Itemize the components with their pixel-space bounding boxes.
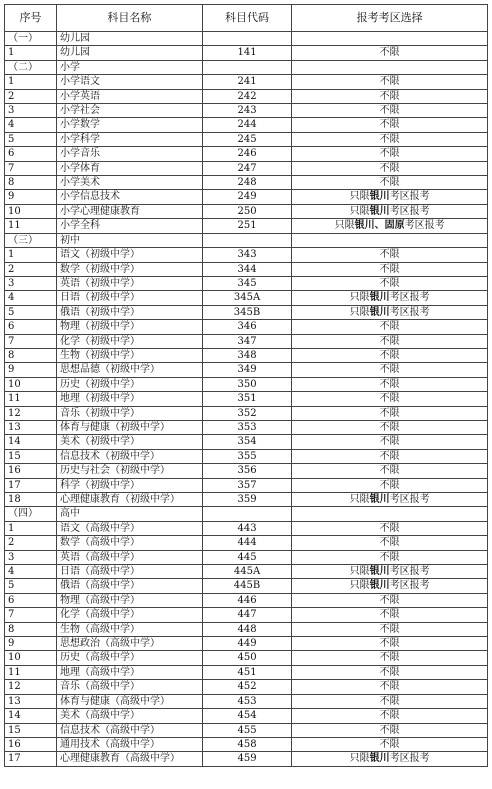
option-cell: 不限: [292, 737, 488, 751]
code-cell: 445: [202, 550, 292, 564]
header-option: 报考考区选择: [292, 5, 488, 32]
subject-name-cell: 小学体育: [57, 161, 203, 175]
option-cell: 不限: [292, 550, 488, 564]
subject-name-cell: 小学美术: [57, 176, 203, 190]
seq-cell: 1: [5, 75, 57, 89]
option-cell: 不限: [292, 262, 488, 276]
table-row: [5, 132, 488, 146]
code-cell: 353: [202, 420, 292, 434]
seq-cell: 4: [5, 565, 57, 579]
table-row: [5, 579, 488, 593]
seq-cell: 8: [5, 176, 57, 190]
option-cell: 不限: [292, 608, 488, 622]
table-row: [5, 75, 488, 89]
table-row: [5, 348, 488, 362]
code-cell: 141: [202, 46, 292, 60]
option-cell: 不限: [292, 420, 488, 434]
option-cell: [292, 60, 488, 74]
subject-name-cell: 地理（初级中学）: [57, 392, 203, 406]
seq-cell: 4: [5, 118, 57, 132]
subject-name-cell: 幼儿园: [57, 46, 203, 60]
subject-name-cell: 小学数学: [57, 118, 203, 132]
section-row: [5, 32, 488, 46]
table-row: [5, 305, 488, 319]
option-cell: [292, 752, 488, 766]
seq-cell: 2: [5, 536, 57, 550]
table-row: [5, 161, 488, 175]
subject-name-cell: 小学音乐: [57, 147, 203, 161]
table-row: [5, 651, 488, 665]
seq-cell: （一）: [5, 32, 57, 46]
code-cell: [202, 32, 292, 46]
seq-cell: 9: [5, 637, 57, 651]
section-row: [5, 233, 488, 247]
code-cell: 351: [202, 392, 292, 406]
option-cell: 不限: [292, 478, 488, 492]
subject-name-cell: 小学信息技术: [57, 190, 203, 204]
code-cell: 241: [202, 75, 292, 89]
subject-name-cell: 音乐（高级中学）: [57, 680, 203, 694]
code-cell: [202, 233, 292, 247]
table-row: [5, 406, 488, 420]
option-cell: 不限: [292, 709, 488, 723]
subject-name-cell: 小学全科: [57, 219, 203, 233]
option-cell: 不限: [292, 593, 488, 607]
seq-cell: 5: [5, 305, 57, 319]
option-cell: 不限: [292, 248, 488, 262]
seq-cell: 6: [5, 320, 57, 334]
option-text: 只限: [349, 306, 370, 318]
subject-table: [4, 4, 488, 767]
seq-cell: 12: [5, 680, 57, 694]
code-cell: 444: [202, 536, 292, 550]
region-name: 银川: [369, 566, 390, 578]
table-row: [5, 147, 488, 161]
subject-name-cell: 信息技术（初级中学）: [57, 449, 203, 463]
subject-name-cell: 小学科学: [57, 132, 203, 146]
code-cell: 445A: [202, 565, 292, 579]
seq-cell: 8: [5, 622, 57, 636]
subject-name-cell: 小学: [57, 60, 203, 74]
option-cell: [292, 233, 488, 247]
seq-cell: （二）: [5, 60, 57, 74]
code-cell: 452: [202, 680, 292, 694]
table-row: [5, 709, 488, 723]
option-cell: 不限: [292, 651, 488, 665]
table-row: [5, 637, 488, 651]
code-cell: 248: [202, 176, 292, 190]
option-cell: 不限: [292, 622, 488, 636]
seq-cell: 9: [5, 363, 57, 377]
table-row: [5, 291, 488, 305]
option-text: 考区报考: [389, 580, 430, 592]
code-cell: 345B: [202, 305, 292, 319]
code-cell: 348: [202, 348, 292, 362]
table-row: [5, 680, 488, 694]
seq-cell: 11: [5, 219, 57, 233]
header-code: 科目代码: [202, 5, 292, 32]
option-cell: 不限: [292, 694, 488, 708]
option-cell: 不限: [292, 406, 488, 420]
region-name: 银川: [369, 191, 390, 203]
table-row: [5, 665, 488, 679]
option-cell: 不限: [292, 276, 488, 290]
code-cell: 347: [202, 334, 292, 348]
region-name: 银川、固原: [354, 220, 405, 232]
option-cell: 不限: [292, 723, 488, 737]
option-cell: 不限: [292, 118, 488, 132]
option-text: 只限: [349, 753, 370, 765]
table-row: [5, 363, 488, 377]
table-row: [5, 262, 488, 276]
subject-name-cell: 体育与健康（高级中学）: [57, 694, 203, 708]
subject-name-cell: 科学（初级中学）: [57, 478, 203, 492]
seq-cell: （四）: [5, 507, 57, 521]
subject-name-cell: 俄语（初级中学）: [57, 305, 203, 319]
seq-cell: 1: [5, 521, 57, 535]
option-text: 考区报考: [389, 292, 430, 304]
table-row: [5, 608, 488, 622]
subject-name-cell: 化学（高级中学）: [57, 608, 203, 622]
table-row: [5, 464, 488, 478]
seq-cell: 3: [5, 276, 57, 290]
code-cell: 350: [202, 377, 292, 391]
table-row: [5, 752, 488, 766]
seq-cell: 1: [5, 248, 57, 262]
subject-name-cell: 化学（初级中学）: [57, 334, 203, 348]
code-cell: 450: [202, 651, 292, 665]
seq-cell: 4: [5, 291, 57, 305]
table-row: [5, 46, 488, 60]
seq-cell: 16: [5, 464, 57, 478]
code-cell: 346: [202, 320, 292, 334]
code-cell: 247: [202, 161, 292, 175]
code-cell: 244: [202, 118, 292, 132]
region-name: 银川: [369, 580, 390, 592]
option-cell: 不限: [292, 147, 488, 161]
seq-cell: 3: [5, 550, 57, 564]
code-cell: 455: [202, 723, 292, 737]
subject-name-cell: 历史（高级中学）: [57, 651, 203, 665]
subject-name-cell: 历史与社会（初级中学）: [57, 464, 203, 478]
option-cell: 不限: [292, 536, 488, 550]
option-cell: [292, 32, 488, 46]
subject-name-cell: 通用技术（高级中学）: [57, 737, 203, 751]
option-text: 考区报考: [389, 494, 430, 505]
seq-cell: （三）: [5, 233, 57, 247]
option-cell: 不限: [292, 46, 488, 60]
option-cell: 不限: [292, 637, 488, 651]
option-cell: [292, 190, 488, 204]
code-cell: 359: [202, 493, 292, 507]
seq-cell: 3: [5, 104, 57, 118]
table-row: [5, 176, 488, 190]
option-text: 考区报考: [389, 566, 430, 578]
seq-cell: 14: [5, 435, 57, 449]
code-cell: 451: [202, 665, 292, 679]
code-cell: [202, 507, 292, 521]
table-header-row: [5, 5, 488, 32]
option-cell: [292, 565, 488, 579]
table-row: [5, 737, 488, 751]
option-cell: 不限: [292, 320, 488, 334]
option-text: 只限: [349, 205, 370, 217]
option-cell: [292, 493, 488, 507]
subject-name-cell: 初中: [57, 233, 203, 247]
seq-cell: 12: [5, 406, 57, 420]
code-cell: 354: [202, 435, 292, 449]
region-name: 银川: [369, 306, 390, 318]
subject-name-cell: 高中: [57, 507, 203, 521]
table-row: [5, 723, 488, 737]
option-cell: 不限: [292, 348, 488, 362]
code-cell: 356: [202, 464, 292, 478]
subject-name-cell: 信息技术（高级中学）: [57, 723, 203, 737]
code-cell: 357: [202, 478, 292, 492]
subject-name-cell: 数学（高级中学）: [57, 536, 203, 550]
code-cell: 250: [202, 204, 292, 218]
option-cell: 不限: [292, 392, 488, 406]
seq-cell: 5: [5, 132, 57, 146]
option-text: 只限: [349, 494, 370, 505]
seq-cell: 5: [5, 579, 57, 593]
seq-cell: 2: [5, 262, 57, 276]
code-cell: 352: [202, 406, 292, 420]
option-cell: 不限: [292, 521, 488, 535]
seq-cell: 2: [5, 89, 57, 103]
option-cell: [292, 204, 488, 218]
table-row: [5, 622, 488, 636]
code-cell: 345A: [202, 291, 292, 305]
region-name: 银川: [369, 753, 390, 765]
subject-name-cell: 体育与健康（初级中学）: [57, 420, 203, 434]
table-row: [5, 104, 488, 118]
code-cell: 459: [202, 752, 292, 766]
option-text: 考区报考: [389, 191, 430, 203]
table-row: [5, 493, 488, 507]
table-row: [5, 334, 488, 348]
option-cell: 不限: [292, 449, 488, 463]
code-cell: 349: [202, 363, 292, 377]
option-cell: 不限: [292, 665, 488, 679]
code-cell: 447: [202, 608, 292, 622]
table-row: [5, 204, 488, 218]
code-cell: 344: [202, 262, 292, 276]
seq-cell: 8: [5, 348, 57, 362]
seq-cell: 17: [5, 478, 57, 492]
subject-name-cell: 思想政治（高级中学）: [57, 637, 203, 651]
code-cell: 343: [202, 248, 292, 262]
seq-cell: 13: [5, 420, 57, 434]
subject-name-cell: 语文（高级中学）: [57, 521, 203, 535]
code-cell: 242: [202, 89, 292, 103]
option-text: 只限: [334, 220, 355, 232]
subject-name-cell: 历史（初级中学）: [57, 377, 203, 391]
table-row: [5, 694, 488, 708]
table-row: [5, 521, 488, 535]
code-cell: 449: [202, 637, 292, 651]
subject-name-cell: 生物（初级中学）: [57, 348, 203, 362]
seq-cell: 7: [5, 334, 57, 348]
option-cell: 不限: [292, 334, 488, 348]
subject-name-cell: 语文（初级中学）: [57, 248, 203, 262]
code-cell: 445B: [202, 579, 292, 593]
table-row: [5, 593, 488, 607]
table-row: [5, 565, 488, 579]
option-cell: 不限: [292, 464, 488, 478]
seq-cell: 6: [5, 593, 57, 607]
seq-cell: 14: [5, 709, 57, 723]
code-cell: 443: [202, 521, 292, 535]
option-text: 考区报考: [389, 306, 430, 318]
seq-cell: 18: [5, 493, 57, 507]
code-cell: 448: [202, 622, 292, 636]
seq-cell: 17: [5, 752, 57, 766]
code-cell: 249: [202, 190, 292, 204]
seq-cell: 6: [5, 147, 57, 161]
option-cell: [292, 219, 488, 233]
subject-name-cell: 幼儿园: [57, 32, 203, 46]
code-cell: [202, 60, 292, 74]
subject-name-cell: 地理（高级中学）: [57, 665, 203, 679]
subject-name-cell: 美术（高级中学）: [57, 709, 203, 723]
option-cell: 不限: [292, 89, 488, 103]
code-cell: 243: [202, 104, 292, 118]
option-text: 考区报考: [389, 205, 430, 217]
subject-name-cell: 小学社会: [57, 104, 203, 118]
table-row: [5, 248, 488, 262]
header-name: 科目名称: [57, 5, 203, 32]
option-text: 考区报考: [404, 220, 445, 232]
seq-cell: 7: [5, 608, 57, 622]
option-text: 考区报考: [389, 753, 430, 765]
table-row: [5, 118, 488, 132]
option-cell: 不限: [292, 104, 488, 118]
seq-cell: 7: [5, 161, 57, 175]
code-cell: 454: [202, 709, 292, 723]
subject-name-cell: 英语（初级中学）: [57, 276, 203, 290]
code-cell: 345: [202, 276, 292, 290]
subject-name-cell: 心理健康教育（高级中学）: [57, 752, 203, 766]
option-cell: [292, 291, 488, 305]
table-row: [5, 449, 488, 463]
subject-name-cell: 小学语文: [57, 75, 203, 89]
code-cell: 246: [202, 147, 292, 161]
subject-name-cell: 心理健康教育（初级中学）: [57, 493, 203, 507]
option-cell: 不限: [292, 435, 488, 449]
table-row: [5, 276, 488, 290]
seq-cell: 10: [5, 204, 57, 218]
table-row: [5, 89, 488, 103]
option-cell: 不限: [292, 75, 488, 89]
subject-name-cell: 生物（高级中学）: [57, 622, 203, 636]
option-cell: 不限: [292, 176, 488, 190]
code-cell: 245: [202, 132, 292, 146]
region-name: 银川: [369, 205, 390, 217]
option-cell: 不限: [292, 161, 488, 175]
code-cell: 251: [202, 219, 292, 233]
region-name: 银川: [369, 292, 390, 304]
option-cell: [292, 507, 488, 521]
subject-name-cell: 日语（初级中学）: [57, 291, 203, 305]
subject-name-cell: 美术（初级中学）: [57, 435, 203, 449]
code-cell: 355: [202, 449, 292, 463]
seq-cell: 15: [5, 723, 57, 737]
region-name: 银川: [369, 494, 390, 505]
option-text: 只限: [349, 580, 370, 592]
table-row: [5, 219, 488, 233]
subject-name-cell: 音乐（初级中学）: [57, 406, 203, 420]
seq-cell: 11: [5, 665, 57, 679]
subject-name-cell: 物理（高级中学）: [57, 593, 203, 607]
subject-name-cell: 英语（高级中学）: [57, 550, 203, 564]
seq-cell: 9: [5, 190, 57, 204]
option-text: 只限: [349, 292, 370, 304]
seq-cell: 16: [5, 737, 57, 751]
subject-name-cell: 思想品德（初级中学）: [57, 363, 203, 377]
code-cell: 458: [202, 737, 292, 751]
subject-name-cell: 俄语（高级中学）: [57, 579, 203, 593]
subject-name-cell: 日语（高级中学）: [57, 565, 203, 579]
option-cell: 不限: [292, 132, 488, 146]
subject-name-cell: 小学英语: [57, 89, 203, 103]
subject-name-cell: 物理（初级中学）: [57, 320, 203, 334]
table-body: [5, 32, 488, 767]
code-cell: 453: [202, 694, 292, 708]
seq-cell: 10: [5, 377, 57, 391]
seq-cell: 1: [5, 46, 57, 60]
subject-name-cell: 小学心理健康教育: [57, 204, 203, 218]
code-cell: 446: [202, 593, 292, 607]
section-row: [5, 60, 488, 74]
option-cell: 不限: [292, 363, 488, 377]
section-row: [5, 507, 488, 521]
option-cell: [292, 579, 488, 593]
option-text: 只限: [349, 191, 370, 203]
table-row: [5, 536, 488, 550]
table-row: [5, 320, 488, 334]
seq-cell: 11: [5, 392, 57, 406]
option-cell: [292, 305, 488, 319]
table-row: [5, 420, 488, 434]
seq-cell: 10: [5, 651, 57, 665]
seq-cell: 13: [5, 694, 57, 708]
header-seq: 序号: [5, 5, 57, 32]
seq-cell: 15: [5, 449, 57, 463]
table-row: [5, 550, 488, 564]
table-row: [5, 392, 488, 406]
option-text: 只限: [349, 566, 370, 578]
table-row: [5, 478, 488, 492]
option-cell: 不限: [292, 377, 488, 391]
table-row: [5, 377, 488, 391]
option-cell: 不限: [292, 680, 488, 694]
table-row: [5, 435, 488, 449]
table-row: [5, 190, 488, 204]
subject-name-cell: 数学（初级中学）: [57, 262, 203, 276]
